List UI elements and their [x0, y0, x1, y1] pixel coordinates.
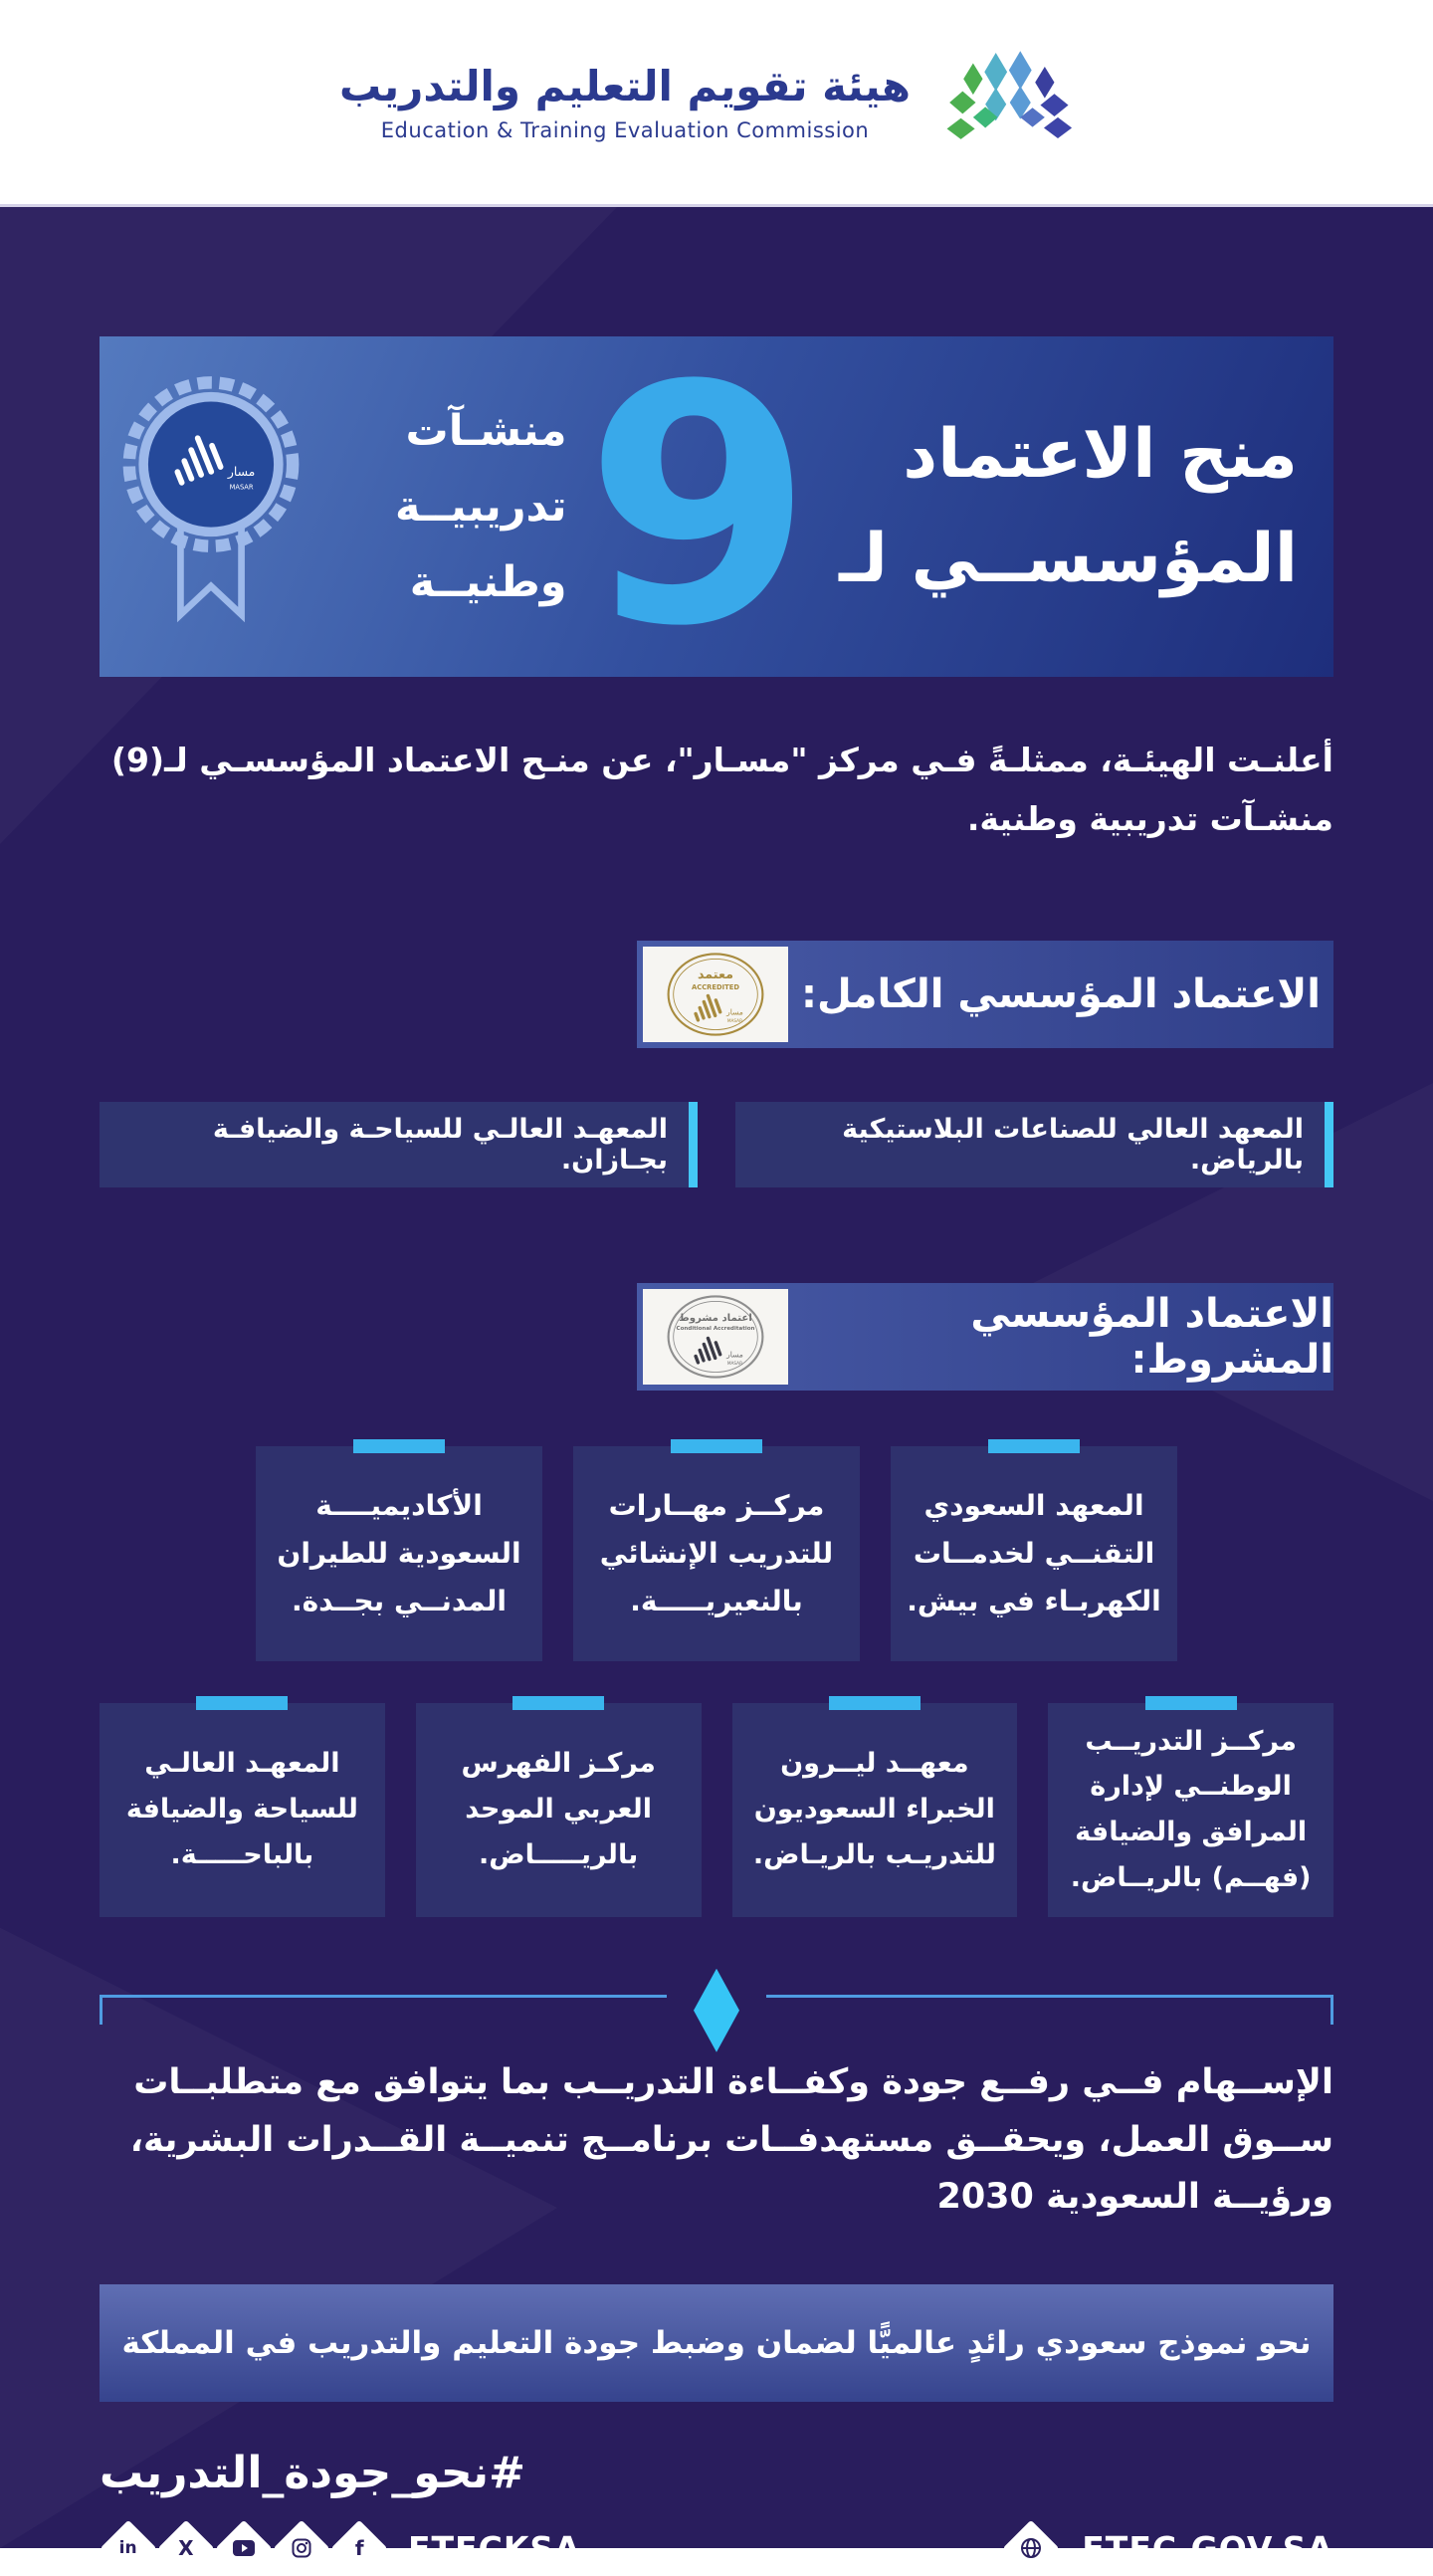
cond-card-national-training-center: [1048, 1703, 1333, 1917]
footer: [100, 2448, 1333, 2568]
card-top-tab: [988, 1439, 1080, 1453]
conditional-accreditation-header: [637, 1283, 1333, 1391]
seal-text-en: Conditional Accreditation: [676, 1326, 755, 1333]
globe-icon: [1003, 2520, 1060, 2576]
x-twitter-icon[interactable]: X: [158, 2520, 215, 2576]
hero-title-line1: منح الاعتماد: [903, 414, 1298, 494]
hero-title: [839, 402, 1298, 612]
card-top-tab: [671, 1439, 762, 1453]
seal-masar-en: MASAR: [726, 1017, 743, 1023]
facebook-icon[interactable]: f: [331, 2520, 388, 2576]
hero-subtitle-words: [395, 406, 566, 607]
seal-masar-en: MASAR: [726, 1360, 743, 1366]
card-text: المعهـد العالـي للسياحة والضيافة بالباحـــــة.: [125, 1748, 358, 1871]
hero-title-line2: المؤسســي لـ: [839, 520, 1298, 598]
diamond-icon: [694, 1969, 739, 2052]
footer-left: [100, 2448, 581, 2568]
seal-masar-ar: مسار: [726, 1007, 743, 1017]
card-text: الأكاديميــــة السعودية للطيران المدنــي بجــدة.: [277, 1489, 521, 1617]
badge-masar-arabic: مسار: [227, 464, 256, 480]
seal-text-ar: اعتماد مشروط: [679, 1312, 752, 1324]
card-text: معهــد ليــرون الخبراء السعوديون للتدريـب بالريـاض.: [752, 1748, 996, 1871]
accredited-seal-icon: [649, 951, 782, 1038]
card-text: مركــز التدريــب الوطنــي لإدارة المرافق والضيافة (فهــم) بالريــاض.: [1070, 1725, 1312, 1894]
cond-card-saudi-technical-institute: [891, 1446, 1177, 1661]
etec-logo-icon: [936, 34, 1094, 171]
youtube-icon[interactable]: [216, 2520, 273, 2576]
full-accreditation-title: الاعتماد المؤسسي الكامل:: [801, 970, 1321, 1017]
badge-masar-english: MASAR: [229, 483, 254, 492]
intro-paragraph: أعلنـت الهيئـة، ممثلـةً فـي مركز "مسـار"، عن منـح الاعتماد المؤسسـي لـ(9) منشـآت تدريبية وطنية.: [110, 741, 1333, 839]
cond-card-maharat-center: [573, 1446, 860, 1661]
conditional-cards-row1: [100, 1446, 1333, 1661]
linkedin-icon[interactable]: in: [101, 2520, 157, 2576]
website-link[interactable]: [1002, 2528, 1333, 2568]
conditional-seal: [643, 1289, 788, 1385]
etec-logo-text: [339, 62, 911, 142]
card-top-tab: [1145, 1696, 1237, 1710]
full-accreditation-header: [637, 941, 1333, 1048]
card-text: مركــز مهــارات للتدريب الإنشائي بالنعيريـــــة.: [599, 1489, 834, 1617]
card-top-tab: [196, 1696, 288, 1710]
conditional-cards-row2: [100, 1703, 1333, 1917]
impact-paragraph: الإســهام فــي رفــع جودة وكفــاءة التدريــب بما يتوافق مع متطلبــات ســوق العمل، ويحقــق مستهدفــات برنامــج تنميــة القــدرات البشرية، ورؤيــة السعودية 2030: [129, 2061, 1333, 2218]
full-accreditation-cards: [100, 1102, 1333, 1187]
hero-word-2: تدريبيــة: [395, 482, 567, 532]
masar-award-badge-icon: [125, 366, 297, 629]
vision-quote-banner: نحو نموذج سعودي رائدٍ عالميًّا لضمان وضبط جودة التعليم والتدريب في المملكة: [100, 2284, 1333, 2402]
card-top-tab: [512, 1696, 604, 1710]
full-card-tourism-jazan: المعهـد العالـي للسياحـة والضيافـة بجـازان.: [100, 1102, 698, 1187]
section-divider: [100, 1995, 1333, 2029]
etec-logo-english-name: Education & Training Evaluation Commission: [380, 118, 870, 142]
social-icons-row: [100, 2528, 581, 2568]
card-top-tab: [829, 1696, 921, 1710]
seal-text-en: ACCREDITED: [692, 982, 739, 991]
header: [0, 0, 1433, 207]
accredited-seal: [643, 947, 788, 1042]
divider-line-right: [766, 1995, 1333, 2025]
website-url: ETEC.GOV.SA: [1082, 2528, 1333, 2568]
conditional-seal-icon: [649, 1293, 782, 1381]
cond-card-tourism-albaha: [100, 1703, 385, 1917]
card-text: المعهد السعودي التقنــي لخدمــات الكهربـاء في بيش.: [907, 1489, 1161, 1617]
instagram-icon[interactable]: [274, 2520, 330, 2576]
seal-text-ar: معتمد: [697, 966, 734, 981]
card-top-tab: [353, 1439, 445, 1453]
conditional-accreditation-title: الاعتماد المؤسسي المشروط:: [970, 1290, 1333, 1383]
hero-banner: [100, 316, 1333, 698]
card-text: مركـز الفهرس العربي الموحد بالريـــــاض.: [461, 1748, 656, 1871]
cond-card-saudi-aviation-academy: [256, 1446, 542, 1661]
hero-word-1: منشـآت: [405, 406, 567, 456]
cond-card-layron-institute: [732, 1703, 1018, 1917]
divider-line-left: [100, 1995, 667, 2025]
cond-card-arab-union-catalogue: [416, 1703, 702, 1917]
seal-masar-ar: مسار: [726, 1350, 743, 1360]
hero-word-3: وطنيــة: [409, 557, 567, 607]
hero-number-9: 9: [584, 316, 814, 698]
campaign-hashtag: #نحو_جودة_التدريب: [100, 2448, 525, 2499]
full-card-plastics-institute: المعهد العالي للصناعات البلاستيكية بالرياض.: [735, 1102, 1333, 1187]
social-handle: ETECKSA: [408, 2528, 581, 2568]
etec-logo-arabic-name: هيئة تقويم التعليم والتدريب: [338, 62, 912, 110]
